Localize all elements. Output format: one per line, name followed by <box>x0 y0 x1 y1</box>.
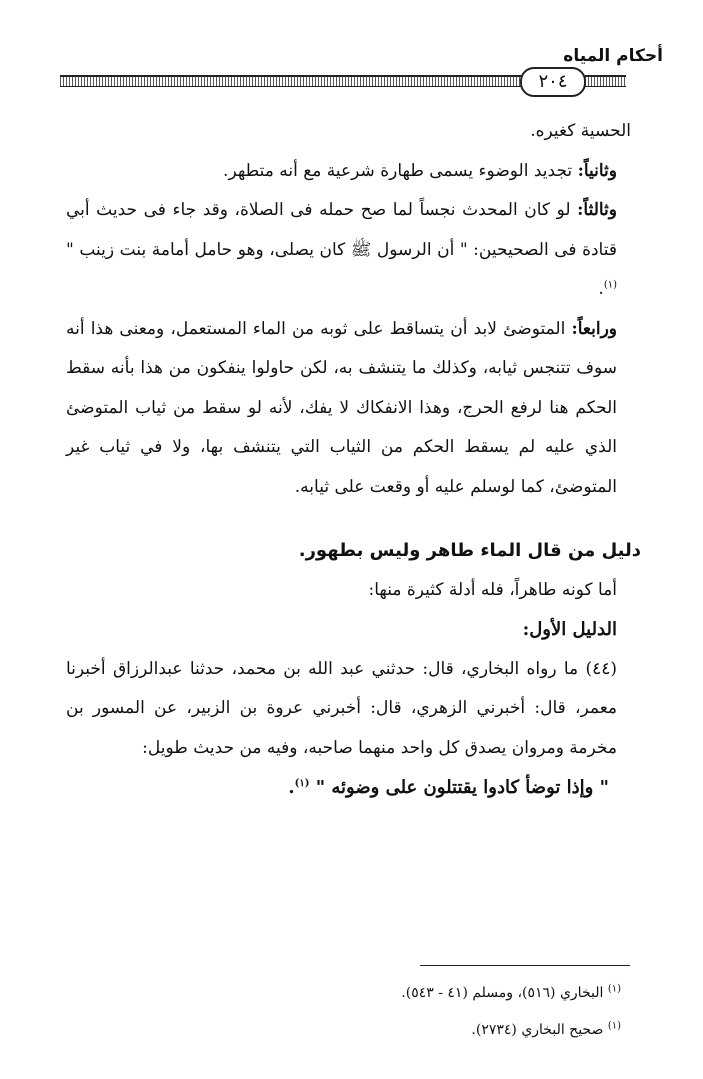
footnote-marker: (١) <box>603 279 617 291</box>
section-heading: دليل من قال الماء طاهر وليس بطهور. <box>298 540 641 561</box>
point-label: ورابعاً: <box>571 318 617 339</box>
quote-text: " وإذا توضأ كادوا يقتتلون على وضوئه " <box>309 777 609 798</box>
footnote-number: (١) <box>607 1020 621 1032</box>
footnotes <box>141 975 621 1049</box>
quote-end: . <box>288 777 295 798</box>
footnote-text: البخاري (٥١٦)، ومسلم (٤١ - ٥٤٣). <box>401 985 608 1001</box>
paragraph-fourth-point <box>66 310 631 508</box>
hadith-quote <box>66 768 631 808</box>
footnote <box>141 975 621 1012</box>
point-text: تجديد الوضوء يسمى طهارة شرعية مع أنه متطهر. <box>223 160 578 181</box>
point-label: وثانياً: <box>577 160 617 181</box>
point-text: المتوضئ لابد أن يتساقط على ثوبه من الماء المستعمل، ومعنى هذا أنه سوف تتنجس ثيابه، وكذلك ما يتنشف به، لكن حاولوا ينفكون من هذا بأنه سقط الحكم هنا لرفع الحرج، وهذا الانفكاك لا يفك، لأنه لو سقط من ثياب المتوضئ الذي عليه لم يسقط الحكم من الثياب التي يتنشف بها، ولا في ثياب غير المتوضئ، كما لوسلم عليه أو وقعت على ثيابه. <box>66 318 617 497</box>
page-number: ٢٠٤ <box>520 67 586 97</box>
evidence-subheading: الدليل الأول: <box>522 619 617 640</box>
paragraph-hadith-chain: (٤٤) ما رواه البخاري، قال: حدثني عبد الله بن محمد، حدثنا عبدالرزاق أخبرنا معمر، قال: أخبرني الزهري، قال: أخبرني عروة بن الزبير، عن المسور بن مخرمة ومروان يصدق كل واحد منهما صاحبه، وفيه من حديث طويل: <box>66 658 617 758</box>
point-label: وثالثاً: <box>577 200 617 220</box>
footnote-number: (١) <box>607 983 621 995</box>
footnote-marker: (١) <box>294 778 310 789</box>
paragraph-second-point <box>66 152 631 192</box>
paragraph-third-point <box>66 191 631 310</box>
running-header-title: أحكام المياه <box>563 46 663 66</box>
point-text: لو كان المحدث نجساً لما صح حمله فى الصلاة، وقد جاء فى حديث أبي قتادة فى الصحيحين: " أن الرسول ﷺ كان يصلى، وهو حامل أمامة بنت زينب " <box>66 200 617 260</box>
point-end: . <box>598 279 604 299</box>
paragraph-continuation: الحسية كغيره. <box>530 121 631 141</box>
footnote <box>141 1012 621 1049</box>
paragraph-intro: أما كونه طاهراً، فله أدلة كثيرة منها: <box>368 579 617 600</box>
footnote-text: صحيح البخاري (٢٧٣٤). <box>471 1022 608 1038</box>
main-text <box>66 112 641 808</box>
footnote-rule <box>420 965 630 966</box>
